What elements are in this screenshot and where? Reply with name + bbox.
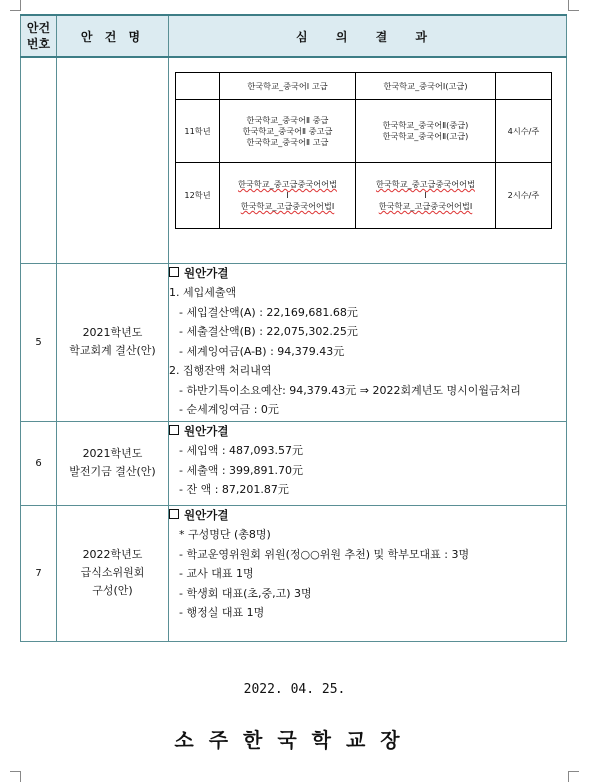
result-title: [169, 422, 566, 442]
row-number: 7: [21, 505, 57, 641]
result-title: [169, 506, 566, 526]
course-hours: [496, 73, 552, 100]
course-grade: 11학년: [176, 100, 220, 163]
header-agenda-name: 안 건 명: [57, 15, 169, 57]
row-agenda-name: [57, 421, 169, 505]
result-line: - 학교운영위원회 위원(정○○위원 추천) 및 학부모대표 : 3명: [179, 547, 470, 561]
document-date: 2022. 04. 25.: [243, 682, 346, 697]
result-line: - 잔 액 : 87,201.87元: [179, 483, 289, 496]
course-grade: 12학년: [176, 163, 220, 229]
agenda-name-line: 2022학년도: [82, 548, 143, 561]
course-old: [220, 73, 356, 100]
row-agenda-name: [57, 505, 169, 641]
row-number: 6: [21, 421, 57, 505]
page-corner-mark: [10, 771, 21, 782]
course-new-line: Ⅰ: [424, 190, 427, 200]
row-result: [169, 421, 567, 505]
course-new: [356, 163, 496, 229]
result-line: * 구성명단 (총8명): [179, 528, 271, 541]
course-old-line: 한국학교_중국어Ⅱ 중급: [246, 114, 329, 125]
row-agenda-name: [57, 57, 169, 263]
header-agenda-number: [21, 15, 57, 57]
course-new-line: 한국학교_중고급중국어어법: [375, 179, 475, 189]
course-old: [220, 163, 356, 229]
table-row: [21, 421, 567, 505]
result-title: [169, 264, 566, 284]
course-row: [176, 163, 552, 229]
result-line: - 교사 대표 1명: [179, 567, 254, 580]
agenda-name-line: 발전기금 결산(안): [69, 465, 156, 478]
course-old-line: 한국학교_중국어Ⅰ 고급: [247, 80, 328, 91]
result-line: - 세입결산액(A) : 22,169,681.68元: [179, 305, 358, 319]
course-new-line: 한국학교_중국어Ⅱ(고급): [382, 131, 469, 141]
agenda-name-line: 2021학년도: [82, 447, 143, 460]
result-line: - 세출액 : 399,891.70元: [179, 463, 304, 477]
agenda-name-line: 학교회계 결산(안): [69, 344, 156, 357]
result-line: - 하반기특이소요예산: 94,379.43元 ⇒ 2022회계년도 명시이월금처리: [179, 383, 521, 397]
row-result: [169, 505, 567, 641]
course-old-line: 한국학교_중고급중국어어법: [237, 179, 337, 189]
course-old-line: 한국학교_중국어Ⅱ 중고급: [242, 125, 333, 136]
course-hours: 4시수/주: [496, 100, 552, 163]
row-result: [169, 57, 567, 263]
course-old-line: 한국학교_고급중국어어법Ⅰ: [240, 201, 335, 211]
header-no-line2: 번호: [26, 37, 51, 51]
course-row: [176, 73, 552, 100]
course-table: [175, 72, 552, 229]
deliberation-table: [20, 14, 567, 642]
checkbox-icon: [169, 267, 179, 277]
result-line: - 행정실 대표 1명: [179, 606, 265, 619]
signature-principal: 소주한국학교장: [174, 728, 415, 752]
course-new-line: 한국학교_중국어Ⅱ(중급): [382, 120, 469, 130]
result-line: - 세입액 : 487,093.57元: [179, 444, 304, 457]
header-no-line1: 안건: [26, 21, 51, 35]
result-line: - 세출결산액(B) : 22,075,302.25元: [179, 325, 358, 338]
course-old-line: 한국학교_중국어Ⅱ 고급: [246, 136, 329, 147]
course-new: [356, 73, 496, 100]
result-line: - 세계잉여금(A-B) : 94,379.43元: [179, 344, 345, 358]
page-corner-mark: [568, 771, 579, 782]
result-line: - 순세계잉여금 : 0元: [179, 403, 279, 416]
course-old-line: Ⅰ: [286, 190, 289, 200]
table-header-row: [21, 15, 567, 57]
page-corner-mark: [10, 0, 21, 11]
page-corner-mark: [568, 0, 579, 11]
course-grade: [176, 73, 220, 100]
row-number: 5: [21, 263, 57, 421]
table-row-continued: [21, 57, 567, 263]
result-title-text: 원안가결: [184, 507, 229, 522]
course-row: [176, 100, 552, 163]
row-result: [169, 263, 567, 421]
agenda-name-line: 구성(안): [92, 584, 133, 597]
checkbox-icon: [169, 509, 179, 519]
course-new-line: 한국학교_고급중국어어법Ⅰ: [378, 201, 473, 211]
result-line: - 학생회 대표(초,중,고) 3명: [179, 586, 312, 600]
header-result: 심 의 결 과: [169, 15, 567, 57]
row-number: [21, 57, 57, 263]
course-new-line: 한국학교_중국어Ⅰ(고급): [383, 80, 468, 91]
result-title-text: 원안가결: [184, 265, 229, 280]
course-new: [356, 100, 496, 163]
table-row: [21, 263, 567, 421]
course-hours: 2시수/주: [496, 163, 552, 229]
result-line: 1. 세입세출액: [169, 286, 237, 299]
result-title-text: 원안가결: [184, 423, 229, 438]
checkbox-icon: [169, 425, 179, 435]
agenda-name-line: 2021학년도: [82, 326, 143, 339]
course-old: [220, 100, 356, 163]
agenda-name-line: 급식소위원회: [80, 566, 145, 579]
result-line: 2. 집행잔액 처리내역: [169, 364, 272, 377]
table-row: [21, 505, 567, 641]
row-agenda-name: [57, 263, 169, 421]
